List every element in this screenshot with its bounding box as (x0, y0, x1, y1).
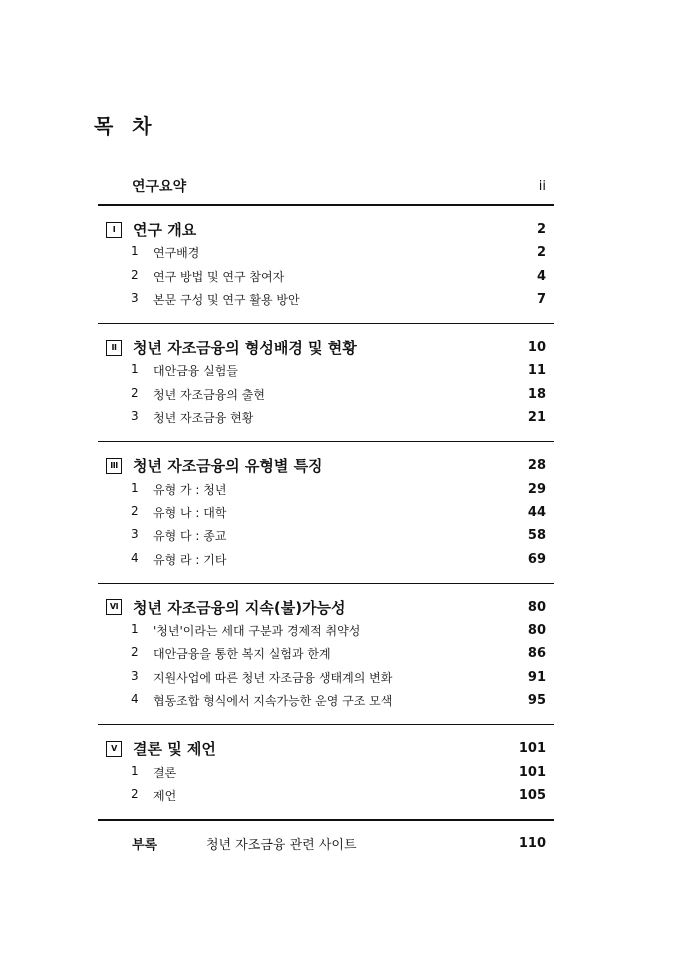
section-number: 2 (131, 503, 139, 518)
toc-summary-row[interactable] (98, 168, 554, 206)
section-number: 1 (131, 763, 139, 778)
section-title: 지원사업에 따른 청년 자조금융 생태계의 변화 (153, 670, 393, 685)
section-row[interactable] (106, 406, 546, 429)
section-row[interactable] (106, 760, 546, 783)
section-number: 1 (131, 622, 139, 637)
section-title: 청년 자조금융의 출현 (153, 387, 265, 402)
chapter-title: 청년 자조금융의 형성배경 및 현황 (133, 339, 357, 358)
section-page: 44 (527, 504, 546, 520)
chapter-page: 101 (518, 741, 546, 757)
section-title: 본문 구성 및 연구 활용 방안 (153, 292, 300, 307)
chapter-heading-row[interactable] (106, 737, 546, 760)
table-of-contents (98, 168, 554, 865)
chapter-page: 2 (536, 222, 546, 237)
section-number: 1 (131, 362, 139, 377)
toc-chapter (98, 324, 554, 442)
section-row[interactable] (106, 784, 546, 807)
section-row[interactable] (106, 548, 546, 571)
toc-appendix-row[interactable] (98, 821, 554, 865)
summary-label: 연구요약 (132, 179, 187, 195)
section-page: 101 (518, 764, 546, 780)
section-title: 유형 나 : 대학 (153, 505, 227, 520)
section-row[interactable] (106, 241, 546, 264)
section-title: 연구 방법 및 연구 참여자 (153, 269, 285, 284)
section-row[interactable] (106, 288, 546, 311)
section-row[interactable] (106, 383, 546, 406)
section-number: 2 (131, 787, 139, 802)
chapter-title: 연구 개요 (133, 221, 197, 239)
section-row[interactable] (106, 666, 546, 689)
section-number: 3 (131, 290, 139, 305)
chapter-numeral-box: II (106, 340, 122, 356)
section-number: 3 (131, 527, 139, 542)
section-page: 58 (527, 528, 546, 544)
chapter-numeral-box: V (106, 741, 122, 757)
section-row[interactable] (106, 264, 546, 287)
chapter-heading-row[interactable] (106, 336, 546, 359)
chapter-numeral-box: III (106, 458, 122, 474)
toc-chapter (98, 725, 554, 821)
section-title: 협동조합 형식에서 지속가능한 운영 구조 모색 (153, 694, 393, 709)
chapter-page: 10 (527, 340, 546, 356)
section-page: 2 (536, 245, 546, 261)
section-number: 3 (131, 409, 139, 424)
toc-chapter (98, 442, 554, 584)
appendix-page: 110 (518, 835, 546, 851)
section-page: 69 (527, 551, 546, 567)
toc-chapter (98, 584, 554, 726)
section-row[interactable] (106, 642, 546, 665)
section-number: 2 (131, 645, 139, 660)
section-page: 95 (527, 693, 546, 709)
section-page: 4 (536, 268, 546, 284)
section-number: 2 (131, 267, 139, 282)
toc-chapter (98, 206, 554, 324)
section-page: 21 (527, 410, 546, 426)
section-number: 4 (131, 692, 139, 707)
section-page: 18 (527, 386, 546, 402)
section-title: 연구배경 (153, 246, 200, 261)
section-row[interactable] (106, 501, 546, 524)
chapter-heading-row[interactable] (106, 218, 546, 241)
section-row[interactable] (106, 524, 546, 547)
section-row[interactable] (106, 359, 546, 382)
appendix-label: 부록 (132, 837, 158, 853)
section-title: 대안금융 실험들 (153, 364, 238, 379)
chapter-page: 28 (527, 458, 546, 474)
page-title: 목 차 (94, 114, 158, 138)
chapter-list (98, 206, 554, 821)
section-number: 2 (131, 385, 139, 400)
section-title: 유형 가 : 청년 (153, 482, 227, 497)
section-title: 제언 (153, 789, 177, 804)
section-page: 11 (527, 363, 546, 379)
section-page: 105 (518, 788, 546, 804)
summary-page: ii (538, 178, 546, 194)
section-page: 29 (527, 481, 546, 497)
section-row[interactable] (106, 689, 546, 712)
chapter-heading-row[interactable] (106, 596, 546, 619)
chapter-heading-row[interactable] (106, 454, 546, 477)
chapter-numeral-box: VI (106, 599, 122, 615)
section-number: 1 (131, 480, 139, 495)
section-row[interactable] (106, 477, 546, 500)
section-title: 유형 다 : 종교 (153, 529, 227, 544)
chapter-title: 결론 및 제언 (133, 740, 216, 759)
section-page: 80 (527, 623, 546, 639)
section-title: '청년'이라는 세대 구분과 경제적 취약성 (153, 624, 361, 639)
chapter-numeral-box: I (106, 222, 122, 238)
section-number: 4 (131, 550, 139, 565)
appendix-title: 청년 자조금융 관련 사이트 (206, 837, 357, 853)
chapter-page: 80 (527, 599, 546, 615)
section-page: 7 (536, 291, 546, 307)
section-row[interactable] (106, 619, 546, 642)
section-page: 91 (527, 669, 546, 685)
section-number: 3 (131, 668, 139, 683)
section-title: 청년 자조금융 현황 (153, 411, 254, 426)
section-title: 대안금융을 통한 복지 실험과 한계 (153, 647, 331, 662)
section-page: 86 (527, 646, 546, 662)
chapter-title: 청년 자조금융의 유형별 특징 (133, 457, 323, 476)
section-title: 유형 라 : 기타 (153, 552, 227, 567)
chapter-title: 청년 자조금융의 지속(불)가능성 (133, 598, 346, 617)
section-number: 1 (131, 244, 139, 259)
section-title: 결론 (153, 765, 177, 780)
